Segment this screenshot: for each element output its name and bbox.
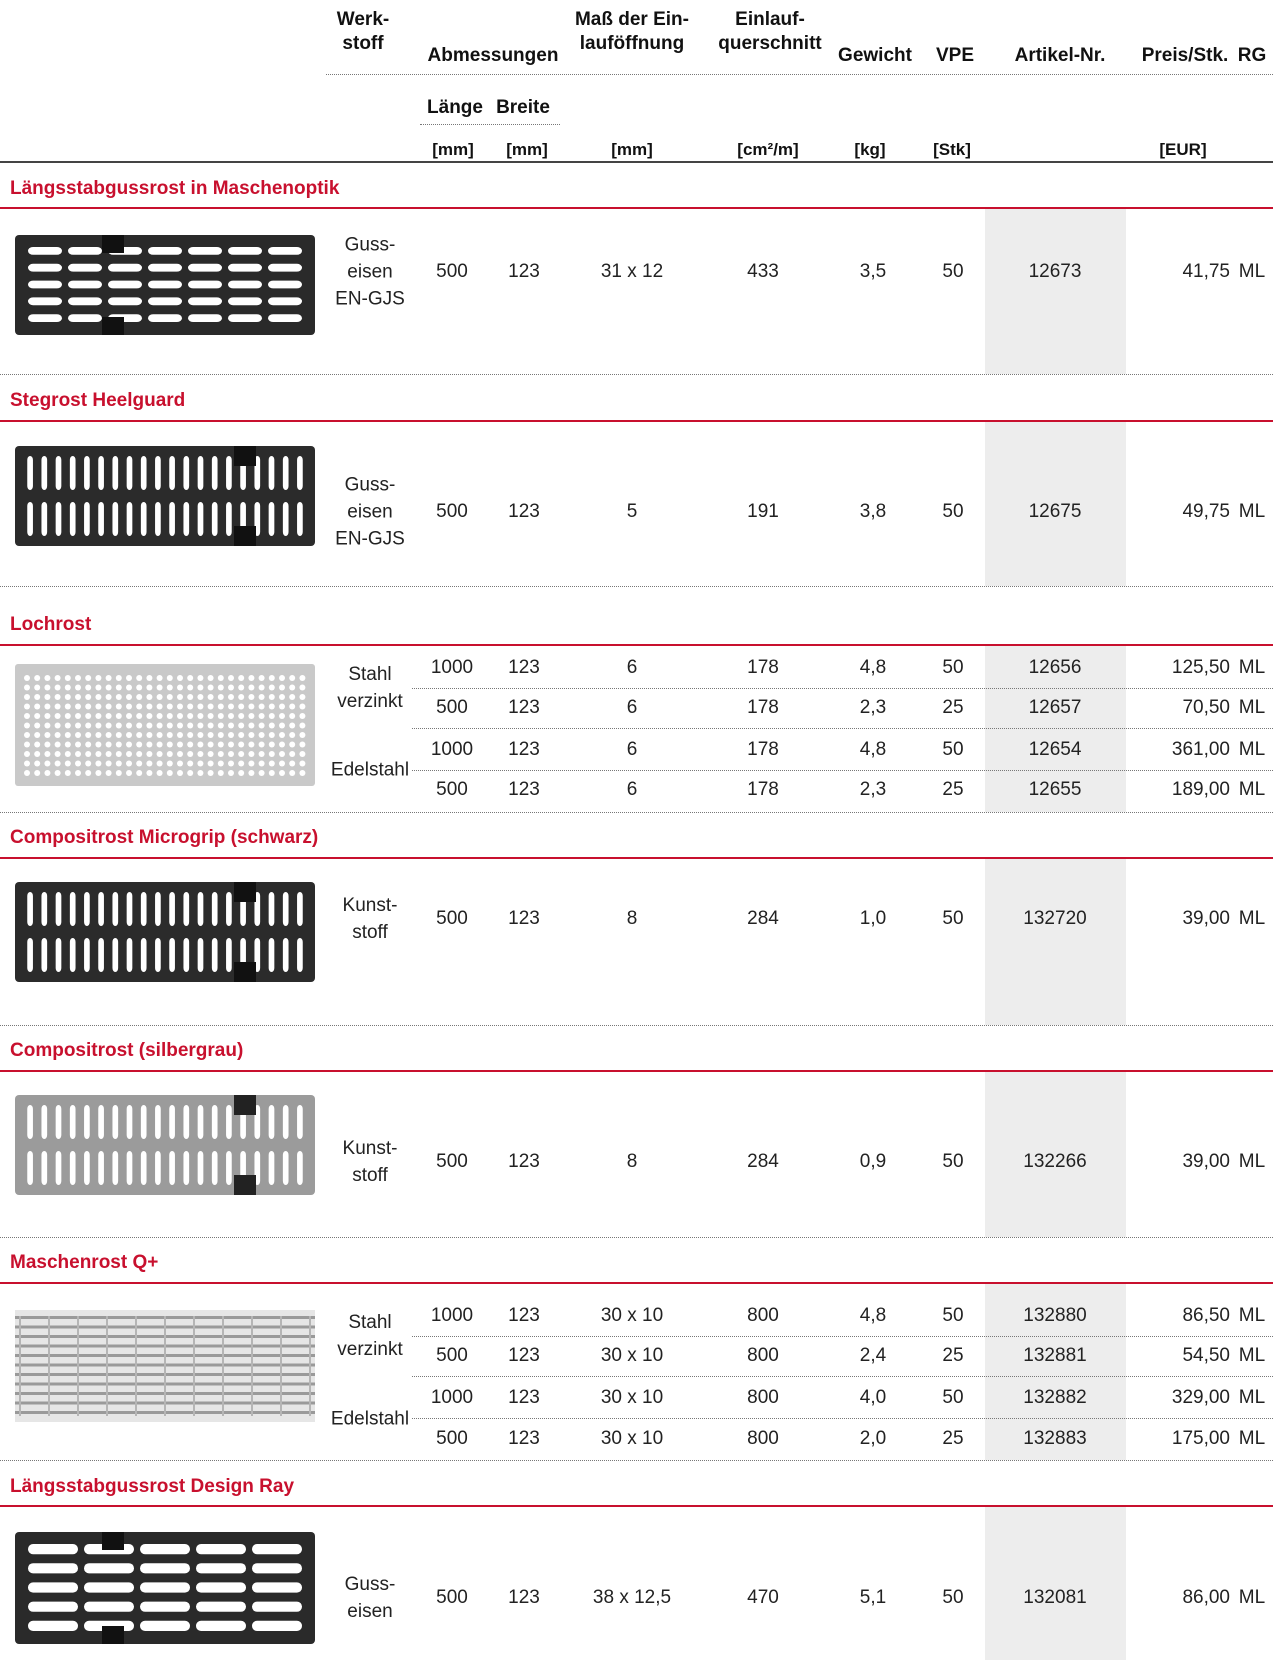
cell-mass: 6	[626, 739, 638, 760]
cell-mass: 6	[626, 697, 638, 718]
cell-einlauf: 284	[747, 1151, 779, 1172]
section-title: Compositrost (silbergrau)	[10, 1040, 244, 1061]
material-label: Kunst- stoff	[342, 895, 398, 943]
unit-mass: [mm]	[611, 140, 653, 159]
cell-laenge: 500	[436, 501, 468, 522]
cell-breite: 123	[508, 1428, 540, 1449]
header-werkstoff-line1: Werk-	[336, 9, 390, 30]
cell-einlauf: 191	[747, 501, 779, 522]
header-rg: RG	[1237, 45, 1267, 66]
cell-preis: 361,00	[1171, 739, 1230, 760]
cell-rg: ML	[1238, 779, 1266, 800]
cell-breite: 123	[508, 657, 540, 678]
cell-mass: 6	[626, 779, 638, 800]
section-bottom-rule	[0, 812, 1273, 813]
cell-rg: ML	[1238, 1587, 1266, 1608]
cell-artikel: 132720	[1023, 908, 1087, 929]
cell-breite: 123	[508, 1587, 540, 1608]
cell-vpe: 50	[942, 1387, 964, 1408]
cell-einlauf: 800	[747, 1387, 779, 1408]
cell-laenge: 500	[436, 261, 468, 282]
cell-vpe: 50	[942, 908, 964, 929]
row-divider	[412, 1418, 1273, 1419]
cell-artikel: 12655	[1028, 779, 1082, 800]
cell-rg: ML	[1238, 1345, 1266, 1366]
cell-breite: 123	[508, 501, 540, 522]
cell-laenge: 500	[436, 697, 468, 718]
cell-artikel: 132880	[1023, 1305, 1087, 1326]
grate-perforated-image	[15, 664, 315, 786]
cell-artikel: 12657	[1028, 697, 1082, 718]
section-bottom-rule	[0, 374, 1273, 375]
cell-preis: 49,75	[1182, 501, 1230, 522]
material-label: Stahl verzinkt	[337, 1312, 403, 1360]
cell-breite: 123	[508, 1151, 540, 1172]
cell-gewicht: 2,0	[859, 1428, 887, 1449]
cell-preis: 54,50	[1182, 1345, 1230, 1366]
unit-gewicht: [kg]	[854, 140, 886, 159]
header-gewicht: Gewicht	[838, 45, 912, 66]
cell-einlauf: 178	[747, 697, 779, 718]
cell-laenge: 500	[436, 1428, 468, 1449]
grate-heelguard-image	[15, 446, 315, 546]
header-mass	[562, 8, 702, 56]
section-title: Lochrost	[10, 614, 92, 635]
header-werkstoff	[328, 8, 398, 56]
cell-einlauf: 178	[747, 657, 779, 678]
cell-einlauf: 178	[747, 779, 779, 800]
row-divider	[412, 688, 1273, 689]
cell-preis: 175,00	[1171, 1428, 1230, 1449]
cell-rg: ML	[1238, 1428, 1266, 1449]
cell-mass: 38 x 12,5	[592, 1587, 672, 1608]
cell-artikel: 132266	[1023, 1151, 1087, 1172]
section-bottom-rule	[0, 1025, 1273, 1026]
cell-vpe: 50	[942, 501, 964, 522]
cell-rg: ML	[1238, 1305, 1266, 1326]
grate-design-ray-image	[15, 1532, 315, 1644]
cell-vpe: 25	[942, 1345, 964, 1366]
section-title: Maschenrost Q+	[10, 1252, 159, 1273]
cell-gewicht: 1,0	[859, 908, 887, 929]
cell-laenge: 1000	[430, 1387, 474, 1408]
cell-breite: 123	[508, 697, 540, 718]
grate-cast-iron-mesh-image	[15, 235, 315, 335]
cell-artikel: 132081	[1023, 1587, 1087, 1608]
cell-rg: ML	[1238, 261, 1266, 282]
cell-gewicht: 0,9	[859, 1151, 887, 1172]
cell-mass: 30 x 10	[600, 1387, 664, 1408]
cell-laenge: 500	[436, 779, 468, 800]
cell-rg: ML	[1238, 1387, 1266, 1408]
cell-gewicht: 4,0	[859, 1387, 887, 1408]
cell-gewicht: 4,8	[859, 739, 887, 760]
unit-einlauf: [cm²/m]	[737, 140, 799, 159]
cell-artikel: 12656	[1028, 657, 1082, 678]
cell-rg: ML	[1238, 908, 1266, 929]
artikel-column-shade	[985, 209, 1126, 374]
cell-preis: 39,00	[1182, 1151, 1230, 1172]
cell-einlauf: 178	[747, 739, 779, 760]
section-bottom-rule	[0, 586, 1273, 587]
cell-gewicht: 2,3	[859, 779, 887, 800]
cell-breite: 123	[508, 261, 540, 282]
cell-gewicht: 2,3	[859, 697, 887, 718]
section-bottom-rule	[0, 1237, 1273, 1238]
header-mass-line2: lauföffnung	[579, 33, 685, 54]
header-vpe: VPE	[935, 45, 975, 66]
grate-composite-black-image	[15, 882, 315, 982]
cell-artikel: 132883	[1023, 1428, 1087, 1449]
row-divider	[412, 770, 1273, 771]
section-title: Längsstabgussrost in Maschenoptik	[10, 178, 340, 199]
artikel-column-shade	[985, 1507, 1126, 1660]
cell-vpe: 25	[942, 697, 964, 718]
header-divider	[326, 74, 1273, 75]
cell-laenge: 500	[436, 1587, 468, 1608]
cell-preis: 39,00	[1182, 908, 1230, 929]
row-divider	[412, 728, 1273, 729]
cell-artikel: 132882	[1023, 1387, 1087, 1408]
cell-gewicht: 4,8	[859, 1305, 887, 1326]
cell-laenge: 1000	[430, 739, 474, 760]
cell-laenge: 1000	[430, 657, 474, 678]
cell-preis: 189,00	[1171, 779, 1230, 800]
section-title: Stegrost Heelguard	[10, 390, 186, 411]
cell-rg: ML	[1238, 739, 1266, 760]
cell-rg: ML	[1238, 657, 1266, 678]
cell-einlauf: 800	[747, 1305, 779, 1326]
unit-preis: [EUR]	[1159, 140, 1207, 159]
header-preis: Preis/Stk.	[1141, 45, 1229, 66]
material-label: Guss- eisen EN-GJS	[335, 474, 405, 550]
section-bottom-rule	[0, 1460, 1273, 1461]
unit-vpe: [Stk]	[933, 140, 971, 159]
unit-breite: [mm]	[506, 140, 548, 159]
material-label: Edelstahl	[330, 759, 410, 781]
cell-einlauf: 284	[747, 908, 779, 929]
material-label: Stahl verzinkt	[337, 664, 403, 712]
cell-laenge: 1000	[430, 1305, 474, 1326]
material-label: Edelstahl	[330, 1408, 410, 1429]
cell-mass: 30 x 10	[600, 1345, 664, 1366]
cell-rg: ML	[1238, 1151, 1266, 1172]
header-abmessungen: Abmessungen	[427, 45, 559, 66]
cell-artikel: 12675	[1028, 501, 1082, 522]
material-label: Kunst- stoff	[342, 1138, 398, 1186]
cell-rg: ML	[1238, 501, 1266, 522]
artikel-column-shade	[985, 859, 1126, 1025]
cell-mass: 6	[626, 657, 638, 678]
cell-laenge: 500	[436, 1151, 468, 1172]
header-werkstoff-line2: stoff	[342, 33, 384, 54]
cell-breite: 123	[508, 1387, 540, 1408]
header-sub-divider	[420, 124, 560, 125]
section-title: Compositrost Microgrip (schwarz)	[10, 827, 319, 848]
cell-vpe: 25	[942, 1428, 964, 1449]
cell-laenge: 500	[436, 1345, 468, 1366]
cell-mass: 5	[626, 501, 638, 522]
cell-einlauf: 433	[747, 261, 779, 282]
cell-einlauf: 800	[747, 1345, 779, 1366]
header-laenge: Länge	[427, 97, 483, 118]
cell-breite: 123	[508, 908, 540, 929]
cell-rg: ML	[1238, 697, 1266, 718]
row-divider	[412, 1336, 1273, 1337]
material-label: Guss- eisen EN-GJS	[335, 234, 405, 310]
cell-mass: 8	[626, 908, 638, 929]
cell-breite: 123	[508, 739, 540, 760]
header-einlauf-line2: querschnitt	[718, 33, 822, 54]
cell-vpe: 50	[942, 1151, 964, 1172]
cell-preis: 70,50	[1182, 697, 1230, 718]
cell-einlauf: 800	[747, 1428, 779, 1449]
cell-vpe: 25	[942, 779, 964, 800]
cell-mass: 8	[626, 1151, 638, 1172]
grate-mesh-q-plus-image	[15, 1310, 315, 1422]
cell-preis: 41,75	[1182, 261, 1230, 282]
cell-artikel: 12673	[1028, 261, 1082, 282]
header-einlauf-line1: Einlauf-	[735, 9, 805, 30]
cell-breite: 123	[508, 1345, 540, 1366]
cell-preis: 125,50	[1171, 657, 1230, 678]
cell-gewicht: 3,5	[859, 261, 887, 282]
cell-breite: 123	[508, 1305, 540, 1326]
cell-mass: 30 x 10	[600, 1428, 664, 1449]
cell-gewicht: 4,8	[859, 657, 887, 678]
cell-preis: 86,00	[1182, 1587, 1230, 1608]
header-bottom-rule	[0, 161, 1273, 163]
cell-vpe: 50	[942, 261, 964, 282]
cell-artikel: 12654	[1028, 739, 1082, 760]
material-label: Guss- eisen	[344, 1574, 396, 1622]
unit-laenge: [mm]	[432, 140, 474, 159]
cell-gewicht: 5,1	[859, 1587, 887, 1608]
header-einlauf	[700, 8, 840, 56]
cell-preis: 329,00	[1171, 1387, 1230, 1408]
row-divider	[412, 1376, 1273, 1377]
grate-composite-silver-image	[15, 1095, 315, 1195]
header-breite: Breite	[496, 97, 550, 118]
cell-vpe: 50	[942, 1587, 964, 1608]
header-mass-line1: Maß der Ein-	[574, 9, 689, 30]
header-artikel: Artikel-Nr.	[1014, 45, 1106, 66]
cell-gewicht: 3,8	[859, 501, 887, 522]
cell-artikel: 132881	[1023, 1345, 1087, 1366]
cell-vpe: 50	[942, 657, 964, 678]
cell-gewicht: 2,4	[859, 1345, 887, 1366]
section-title: Längsstabgussrost Design Ray	[10, 1476, 295, 1497]
cell-mass: 30 x 10	[600, 1305, 664, 1326]
cell-mass: 31 x 12	[600, 261, 664, 282]
cell-breite: 123	[508, 779, 540, 800]
cell-einlauf: 470	[747, 1587, 779, 1608]
cell-vpe: 50	[942, 739, 964, 760]
cell-vpe: 50	[942, 1305, 964, 1326]
cell-preis: 86,50	[1182, 1305, 1230, 1326]
cell-laenge: 500	[436, 908, 468, 929]
